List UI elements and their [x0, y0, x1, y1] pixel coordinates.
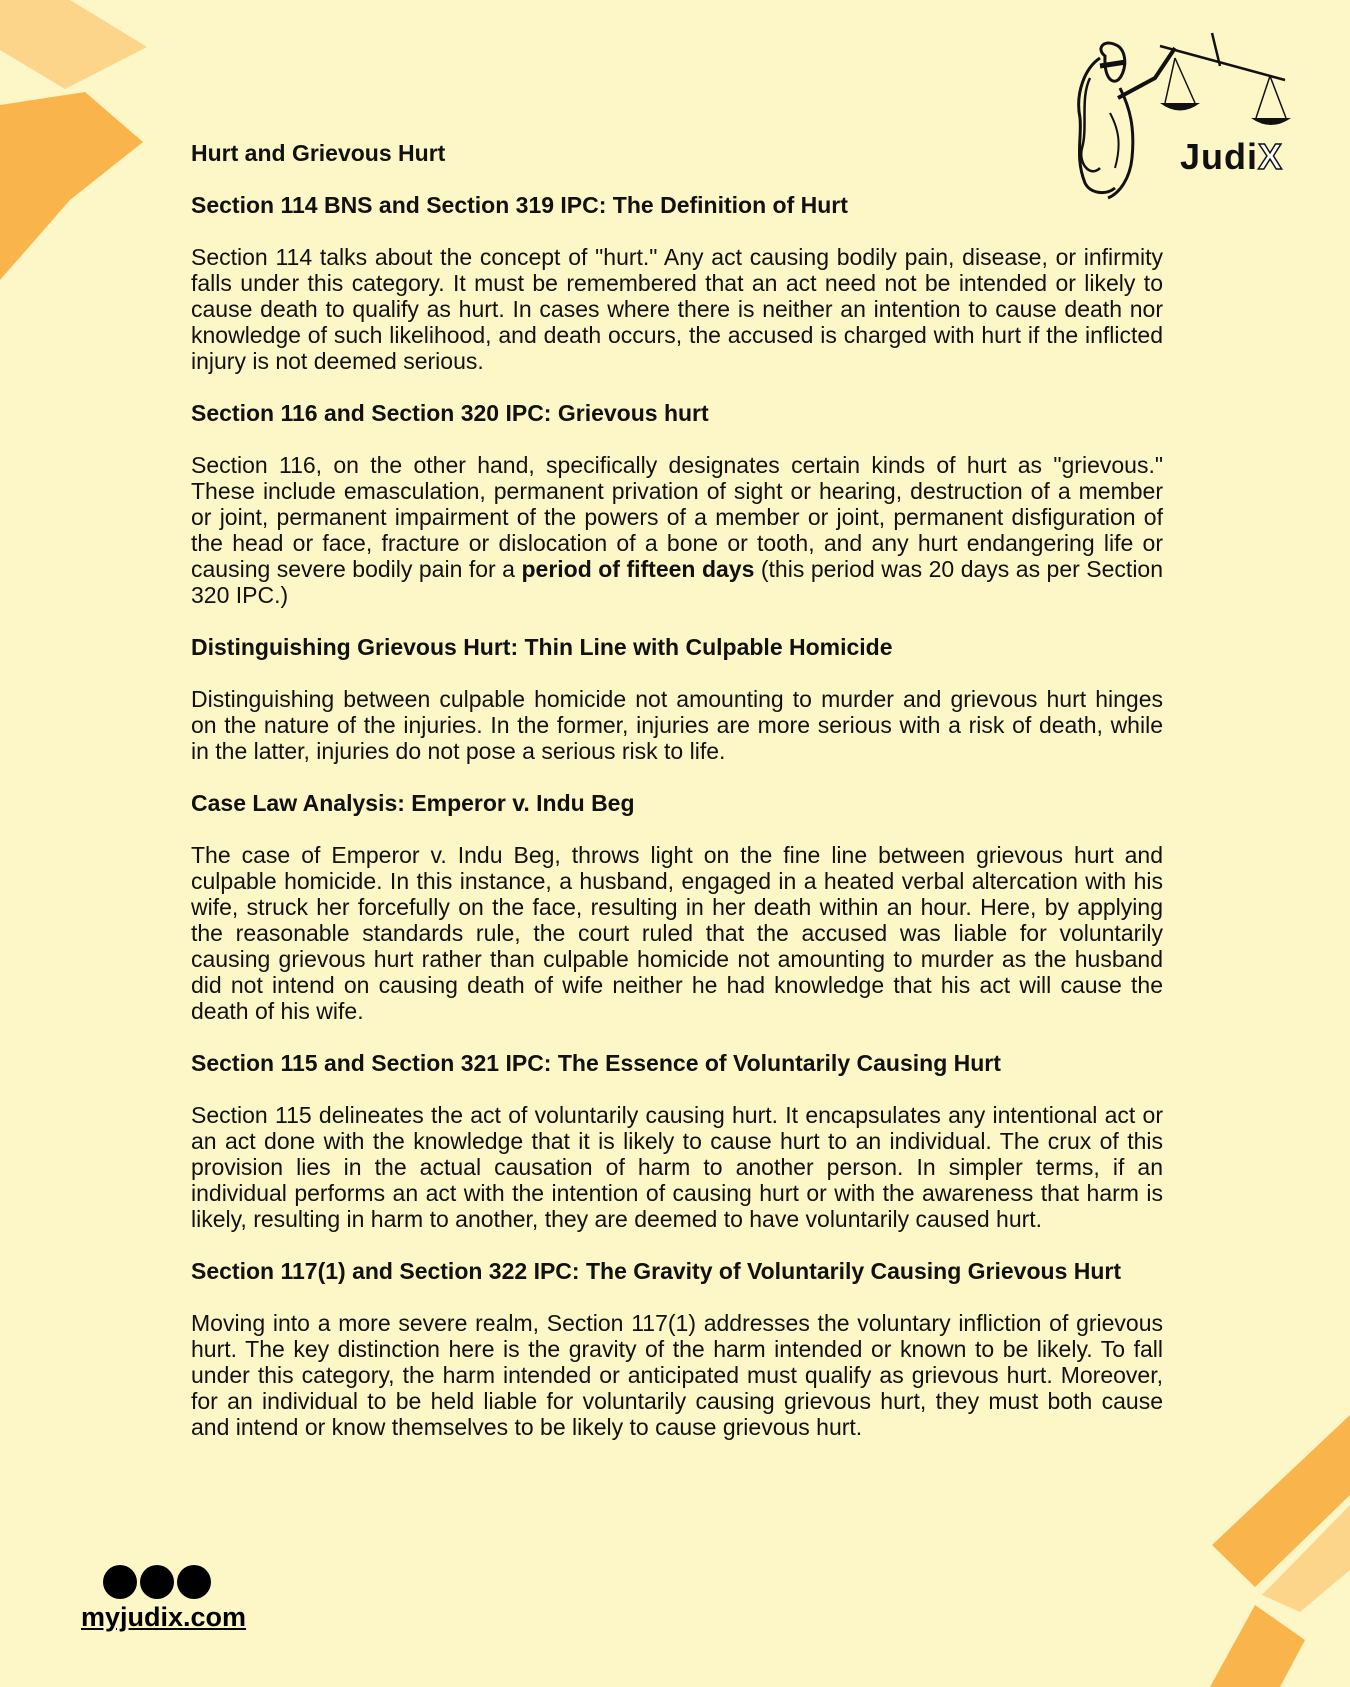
article: [191, 140, 1163, 1466]
three-dots-icon: [103, 1565, 211, 1599]
logo-brand: Judi: [1180, 136, 1259, 177]
section-heading: Case Law Analysis: Emperor v. Indu Beg: [191, 790, 635, 816]
bottom-right-chevron-lower: [1210, 1605, 1305, 1687]
logo-brand-accent: X: [1258, 136, 1284, 177]
section-body: Section 115 delineates the act of voluntarily causing hurt. It encapsulates any intentional act or an act done with the knowledge that it is likely to cause hurt to an individual. The crux of this provision lies in the actual causation of harm to another person. In simpler terms, if an individual performs an act with the intention of causing hurt or with the awareness that harm is likely, resulting in harm to another, they are deemed to have voluntarily caused hurt.: [191, 1102, 1163, 1232]
section-heading: Distinguishing Grievous Hurt: Thin Line with Culpable Homicide: [191, 634, 893, 660]
section-body: The case of Emperor v. Indu Beg, throws light on the fine line between grievous hurt and culpable homicide. In this instance, a husband, engaged in a heated verbal altercation with his wife, struck her forcefully on the face, resulting in her death within an hour. Here, by applying the reasonable standards rule, the court ruled that the accused was liable for voluntarily causing grievous hurt rather than culpable homicide not amounting to murder as the husband did not intend on causing death of wife neither he had knowledge that his act will cause the death of his wife.: [191, 842, 1163, 1024]
website-link[interactable]: myjudix.com: [81, 1602, 247, 1632]
section-heading: Section 117(1) and Section 322 IPC: The Gravity of Voluntarily Causing Grievous Hurt: [191, 1258, 1122, 1284]
section-heading: Section 115 and Section 321 IPC: The Essence of Voluntarily Causing Hurt: [191, 1050, 1001, 1076]
section-body: [191, 452, 1163, 608]
section-body-text: (this period was 20 days as per Section 320 IPC.): [191, 556, 1164, 608]
top-left-chevron-light: [0, 0, 147, 89]
dot: [140, 1565, 174, 1599]
section-heading: Section 114 BNS and Section 319 IPC: The Definition of Hurt: [191, 192, 848, 218]
section-body-emphasis: period of fifteen days: [521, 556, 755, 582]
section-heading: Section 116 and Section 320 IPC: Grievous hurt: [191, 400, 709, 426]
section-body: Distinguishing between culpable homicide not amounting to murder and grievous hurt hinges on the nature of the injuries. In the former, injuries are more serious with a risk of death, while in the latter, injuries do not pose a serious risk to life.: [191, 686, 1163, 764]
page-title: Hurt and Grievous Hurt: [191, 140, 446, 166]
logo-wordmark: [1180, 136, 1283, 178]
top-left-chevron-dark: [0, 92, 143, 280]
section-body-text: Section 116, on the other hand, specifically designates certain kinds of hurt as "grievous." These include emasculation, permanent privation of sight or hearing, destruction of a member or joint, permanent impairment of the powers of a member or joint, permanent disfiguration of the head or face, fracture or dislocation of a bone or tooth, and any hurt endangering life or causing severe bodily pain for a: [191, 452, 1163, 582]
section-body: Section 114 talks about the concept of "hurt." Any act causing bodily pain, disease, or infirmity falls under this category. It must be remembered that an act need not be intended or likely to cause death to qualify as hurt. In cases where there is neither an intention to cause death nor knowledge of such likelihood, and death occurs, the accused is charged with hurt if the inflicted injury is not deemed serious.: [191, 244, 1163, 374]
dot: [103, 1565, 137, 1599]
section-body: Moving into a more severe realm, Section 117(1) addresses the voluntary infliction of grievous hurt. The key distinction here is the gravity of the harm intended or known to be likely. To fall under this category, the harm intended or anticipated must qualify as grievous hurt. Moreover, for an individual to be held liable for voluntarily causing grievous hurt, they must both cause and intend or know themselves to be likely to cause grievous hurt.: [191, 1310, 1163, 1440]
dot: [177, 1565, 211, 1599]
